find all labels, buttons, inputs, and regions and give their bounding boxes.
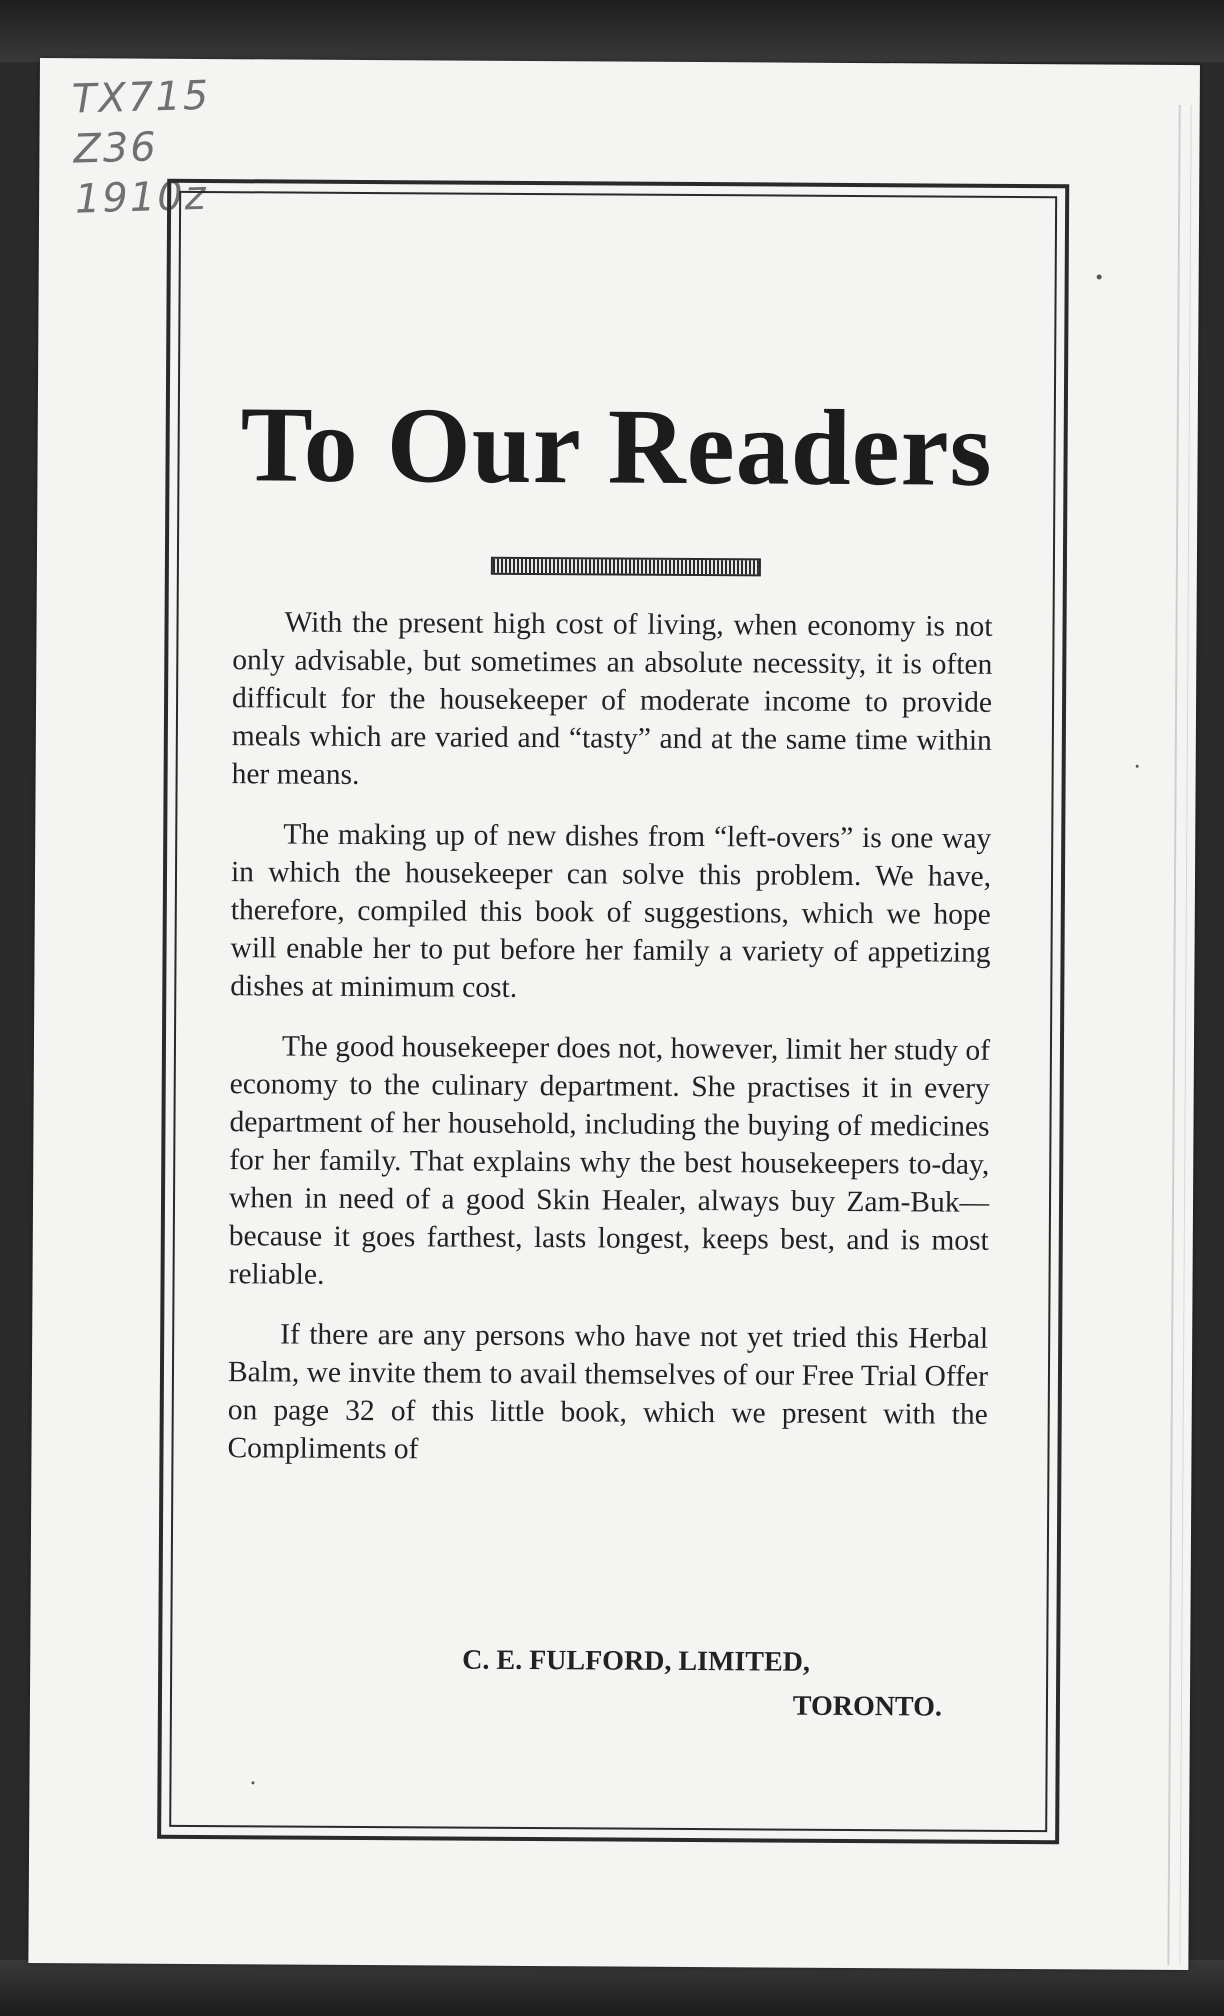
signature-city: TORONTO. — [792, 1690, 943, 1723]
page-edge — [1167, 105, 1191, 1965]
signature-company: C. E. FULFORD, LIMITED, — [462, 1644, 811, 1678]
paragraph: With the present high cost of living, when economy is not only advisable, but sometimes an absolute necessity, it is often difficult for the housekeeper of moderate income to provide meals which are varied and “tasty” and at the same time within her means. — [231, 606, 993, 791]
dust-speck — [1136, 765, 1139, 768]
dust-speck — [1097, 274, 1102, 279]
page-title: To Our Readers — [240, 385, 994, 509]
dust-speck — [251, 1781, 254, 1784]
call-number-line: Z36 — [72, 124, 159, 173]
paragraph: The good housekeeper does not, however, limit her study of economy to the culinary department. She practises it in every department of her household, including the buying of medicines for her family. That explains why the best housekeepers to-day, when in need of a good Skin Healer, always buy Zam-Buk—because it goes farthest, lasts longest, keeps best, and is most reliable. — [228, 1030, 991, 1291]
ornamental-rule — [491, 557, 761, 577]
paragraph: If there are any persons who have not yet tried this Herbal Balm, we invite them to avail themselves of our Free Trial Offer on page 32 of this little book, which we present with the Compliments of — [227, 1318, 989, 1466]
book-page — [28, 58, 1200, 1970]
scan-background-top — [0, 0, 1224, 62]
letter-body — [227, 603, 992, 1494]
signature-block — [462, 1645, 942, 1724]
call-number-line: 1910z — [74, 172, 209, 223]
page-border — [157, 179, 1069, 1844]
paragraph: The making up of new dishes from “left-overs” is one way in which the housekeeper can solve this problem. We have, therefore, compiled this book of suggestions, which we hope will enable her to put before her family a variety of appetizing dishes at minimum cost. — [230, 818, 992, 1004]
call-number-line: TX715 — [71, 72, 211, 123]
